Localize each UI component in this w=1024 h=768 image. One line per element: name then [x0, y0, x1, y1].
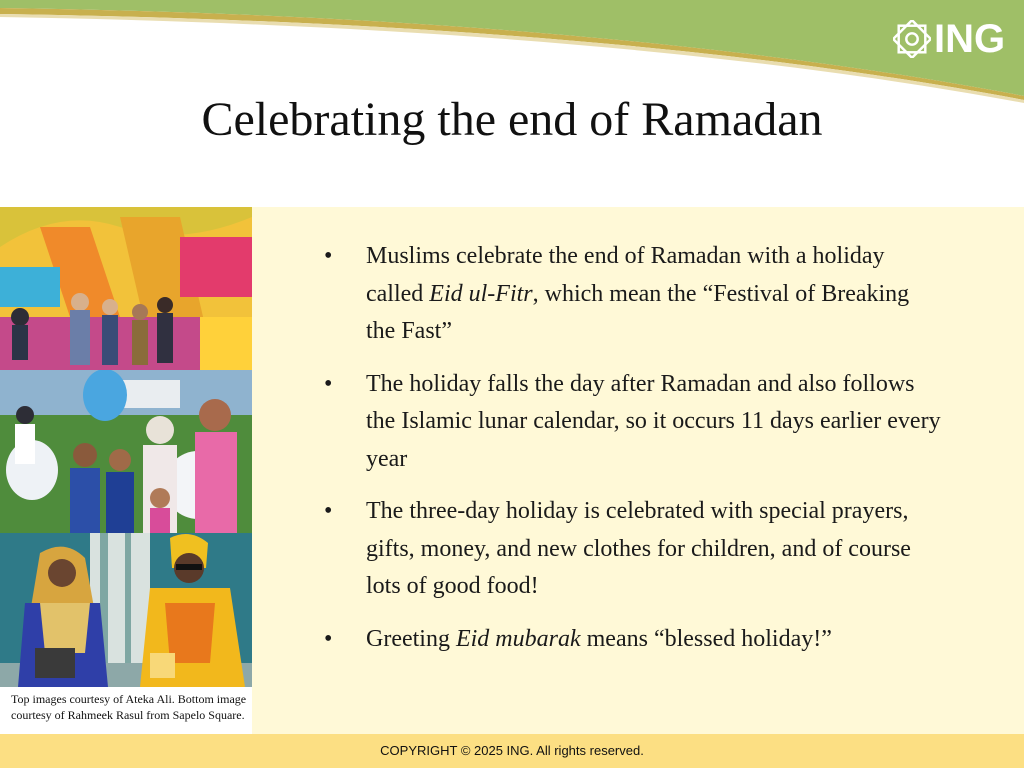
photo-kids-balloons: [0, 370, 252, 533]
photo-bouncy-castle: [0, 207, 252, 370]
photo-women-festive: [0, 533, 252, 687]
copyright-text: COPYRIGHT © 2025 ING. All rights reserved.: [380, 743, 644, 758]
bullet-text: , which mean the “Festival of Breaking the Fast”: [366, 280, 910, 344]
bullet-item: [322, 621, 942, 659]
page-title: Celebrating the end of Ramadan: [201, 93, 823, 146]
bullet-italic-text: Eid mubarak: [455, 625, 581, 652]
bullet-item: [322, 238, 942, 351]
bullet-italic-text: Eid ul-Fitr: [429, 280, 533, 307]
bullet-text: means “blessed holiday!”: [580, 625, 832, 652]
ing-logo: [893, 19, 1005, 59]
bullet-text: Greeting: [366, 625, 456, 652]
bullet-text: The three-day holiday is celebrated with special prayers, gifts, money, and new clothes for children, and of course lots of good food!: [366, 498, 911, 599]
photo-credit: Top images courtesy of Ateka Ali. Bottom image courtesy of Rahmeek Rasul from Sapelo Square.: [11, 692, 247, 722]
bullet-list: [322, 238, 942, 673]
bullet-item: [322, 493, 942, 606]
logo-text: ING: [934, 17, 1006, 61]
photo-column: [0, 207, 252, 687]
footer: [0, 734, 1024, 768]
bullet-text: Muslims celebrate the end of Ramadan with a holiday called: [366, 243, 885, 307]
bullet-text: The holiday falls the day after Ramadan and also follows the Islamic lunar calendar, so it occurs 11 days earlier every year: [366, 370, 941, 472]
bullet-item: [322, 366, 942, 479]
ing-emblem-icon: [893, 20, 931, 58]
